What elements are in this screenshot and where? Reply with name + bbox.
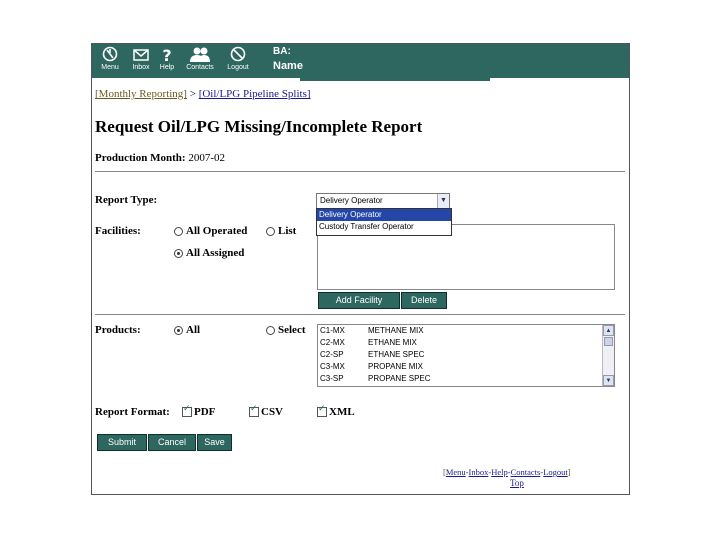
footer-bracket-open: [ [443,467,446,477]
logout-icon [230,46,246,63]
product-code: C2-MX [320,338,345,347]
nav-logout-button[interactable] [223,46,253,76]
contacts-icon [189,46,211,63]
scroll-up-icon[interactable]: ▲ [603,325,614,336]
footer-bracket-close: ] [567,467,571,477]
facilities-list-label: List [278,225,297,237]
footer-menu-link[interactable]: Menu [445,467,466,477]
product-desc: ETHANE SPEC [368,350,425,359]
chevron-down-icon[interactable]: ▼ [437,194,449,208]
product-code: C1-MX [320,326,345,335]
nav-inbox-button[interactable] [128,46,154,76]
report-type-label: Report Type: [95,194,158,206]
footer-links: [Menu-Inbox-Help-Contacts-Logout] [443,467,571,477]
menu-icon [102,46,118,63]
footer-inbox-link[interactable]: Inbox [468,467,489,477]
add-facility-button[interactable]: Add Facility [318,292,400,309]
top-link[interactable]: Top [510,478,524,488]
nav-menu-button[interactable] [96,46,124,76]
cancel-button[interactable]: Cancel [148,434,196,451]
divider [95,314,625,315]
divider [95,171,625,172]
report-format-label: Report Format: [95,406,170,418]
ba-label: BA: [273,46,291,57]
footer-help-link[interactable]: Help [491,467,508,477]
nav-contacts-button[interactable] [181,46,219,76]
csv-label: CSV [261,406,284,418]
svg-text:?: ? [162,46,172,63]
production-month-label: Production Month: [95,152,186,164]
nav-underline [300,78,490,81]
products-all-label: All [186,324,201,336]
report-type-select[interactable] [316,193,450,209]
report-type-option-custody[interactable]: Custody Transfer Operator [319,222,414,231]
facilities-all-assigned-label: All Assigned [186,247,245,259]
product-desc: ETHANE MIX [368,338,417,347]
scroll-down-icon[interactable]: ▼ [603,375,614,386]
report-type-option-delivery[interactable]: Delivery Operator [317,209,451,221]
xml-label: XML [329,406,355,418]
products-label: Products: [95,324,141,336]
nav-help-label: Help [159,64,175,71]
breadcrumb-pipeline-splits[interactable]: [Oil/LPG Pipeline Splits] [198,88,311,100]
production-month-value: 2007-02 [188,152,225,164]
nav-help-button[interactable] [157,46,177,76]
pdf-checkbox[interactable] [182,407,192,417]
nav-inbox-label: Inbox [132,64,150,71]
csv-checkbox[interactable] [249,407,259,417]
report-type-value: Delivery Operator [320,196,383,205]
breadcrumb-separator: > [189,88,196,100]
product-code: C3-SP [320,374,344,383]
products-select-radio[interactable] [266,326,275,335]
app-frame [91,43,630,495]
facilities-all-operated-radio[interactable] [174,227,183,236]
pdf-label: PDF [194,406,216,418]
inbox-icon [132,46,150,63]
breadcrumb-monthly-reporting[interactable]: [Monthly Reporting] [95,88,187,100]
nav-contacts-label: Contacts [186,64,214,71]
product-code: C3-MX [320,362,345,371]
delete-facility-button[interactable]: Delete [401,292,447,309]
products-scrollbar[interactable] [602,325,614,386]
nav-menu-label: Menu [101,64,119,71]
product-desc: METHANE MIX [368,326,424,335]
xml-checkbox[interactable] [317,407,327,417]
page-title: Request Oil/LPG Missing/Incomplete Report [95,117,423,136]
top-nav-bar [92,44,629,78]
save-button[interactable]: Save [197,434,232,451]
production-month [95,152,225,164]
breadcrumb [95,88,311,100]
nav-logout-label: Logout [227,64,249,71]
products-all-radio[interactable] [174,326,183,335]
submit-button[interactable]: Submit [97,434,147,451]
facilities-all-operated-label: All Operated [186,225,248,237]
product-desc: PROPANE MIX [368,362,423,371]
facilities-list-radio[interactable] [266,227,275,236]
product-desc: PROPANE SPEC [368,374,431,383]
footer-logout-link[interactable]: Logout [543,467,568,477]
products-select-label: Select [278,324,306,336]
products-listbox[interactable] [317,324,615,387]
footer-contacts-link[interactable]: Contacts [510,467,541,477]
help-icon [160,46,174,63]
facilities-all-assigned-radio[interactable] [174,249,183,258]
product-code: C2-SP [320,350,344,359]
report-type-dropdown [316,208,452,236]
user-name-label: Name [273,60,303,72]
scrollbar-thumb[interactable] [604,337,613,346]
facilities-label: Facilities: [95,225,141,237]
